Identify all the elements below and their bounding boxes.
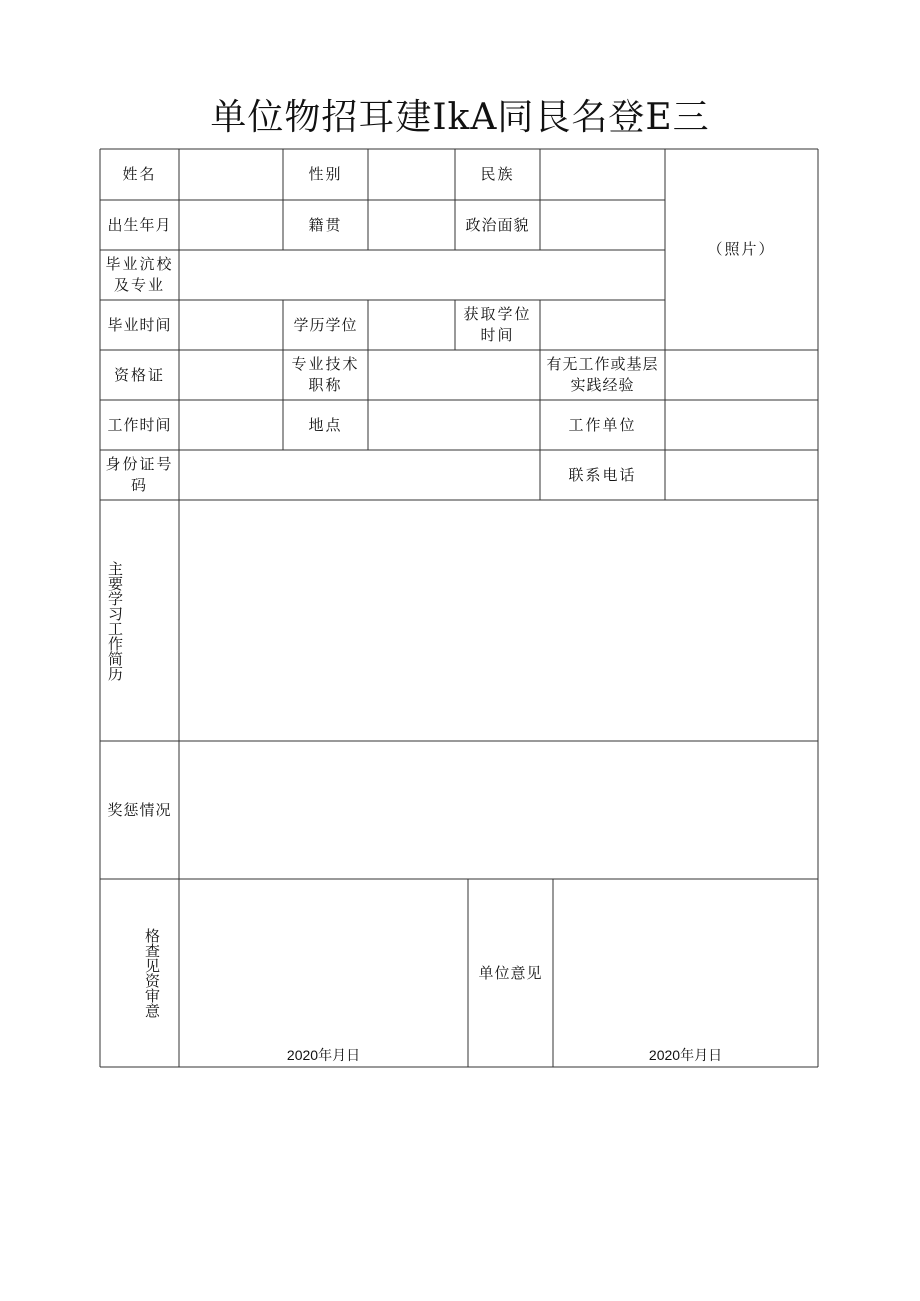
name-label: 姓名 xyxy=(122,165,157,183)
review-label-cell xyxy=(100,879,179,1067)
birth-field[interactable] xyxy=(179,200,283,250)
ethnicity-field[interactable] xyxy=(540,149,665,200)
resume-field[interactable] xyxy=(179,500,818,741)
experience-label-line1: 有无工作或基层 xyxy=(546,355,659,373)
id-number-label xyxy=(100,450,179,500)
work-time-label: 工作时间 xyxy=(107,415,172,434)
grad-time-label: 毕业时间 xyxy=(107,315,172,334)
tech-title-label-line2: 职称 xyxy=(308,376,343,394)
school-field[interactable] xyxy=(179,250,665,300)
review-field[interactable] xyxy=(179,879,468,1067)
birth-label: 出生年月 xyxy=(107,215,172,234)
political-status-label: 政治面貌 xyxy=(465,215,530,234)
phone-label: 联系电话 xyxy=(568,465,637,484)
work-time-field[interactable] xyxy=(179,400,283,450)
degree-field[interactable] xyxy=(368,300,455,350)
gender-label: 性别 xyxy=(308,165,343,183)
political-status-field[interactable] xyxy=(540,200,665,250)
experience-field[interactable] xyxy=(665,350,818,400)
tech-title-label-line1: 专业技术 xyxy=(291,355,360,373)
unit-opinion-field[interactable] xyxy=(553,879,818,1067)
rewards-field[interactable] xyxy=(179,741,818,879)
tech-title-label xyxy=(283,350,368,400)
work-unit-label: 工作单位 xyxy=(568,415,637,434)
id-number-label-line2: 码 xyxy=(130,476,148,494)
work-unit-field[interactable] xyxy=(665,400,818,450)
photo-label: （照片） xyxy=(707,240,776,258)
experience-label-line2: 实践经验 xyxy=(570,376,635,394)
tech-title-field[interactable] xyxy=(368,350,540,400)
photo-area[interactable] xyxy=(665,149,818,350)
ethnicity-label: 民族 xyxy=(480,165,515,183)
phone-field[interactable] xyxy=(665,450,818,500)
grad-time-field[interactable] xyxy=(179,300,283,350)
id-number-label-line1: 身份证号 xyxy=(105,455,174,473)
id-number-field[interactable] xyxy=(179,450,540,500)
name-field[interactable] xyxy=(179,149,283,200)
school-label xyxy=(100,250,179,300)
degree-time-label-line2: 时间 xyxy=(480,326,515,344)
resume-label-cell xyxy=(100,500,179,741)
review-date: 2020年月日 xyxy=(286,1047,361,1063)
school-label-line2: 及专业 xyxy=(113,276,165,294)
experience-label xyxy=(540,350,665,400)
native-place-label: 籍贯 xyxy=(308,215,343,234)
rewards-label: 奖惩情况 xyxy=(107,800,172,819)
review-label: 格查见资审意 xyxy=(143,928,161,1018)
qualification-label: 资格证 xyxy=(113,365,165,384)
form-title: 单位物招耳建IkA同艮名登E三 xyxy=(210,97,710,138)
degree-label: 学历学位 xyxy=(293,315,358,334)
unit-opinion-date: 2020年月日 xyxy=(648,1047,723,1063)
resume-label: 主要学习工作简历 xyxy=(106,560,124,681)
location-label: 地点 xyxy=(308,415,343,434)
qualification-field[interactable] xyxy=(179,350,283,400)
school-label-line1: 毕业沆校 xyxy=(105,255,174,273)
degree-time-label xyxy=(455,300,540,350)
gender-field[interactable] xyxy=(368,149,455,200)
degree-time-label-line1: 获取学位 xyxy=(463,305,532,323)
degree-time-field[interactable] xyxy=(540,300,665,350)
unit-opinion-label: 单位意见 xyxy=(478,963,543,982)
location-field[interactable] xyxy=(368,400,540,450)
native-place-field[interactable] xyxy=(368,200,455,250)
